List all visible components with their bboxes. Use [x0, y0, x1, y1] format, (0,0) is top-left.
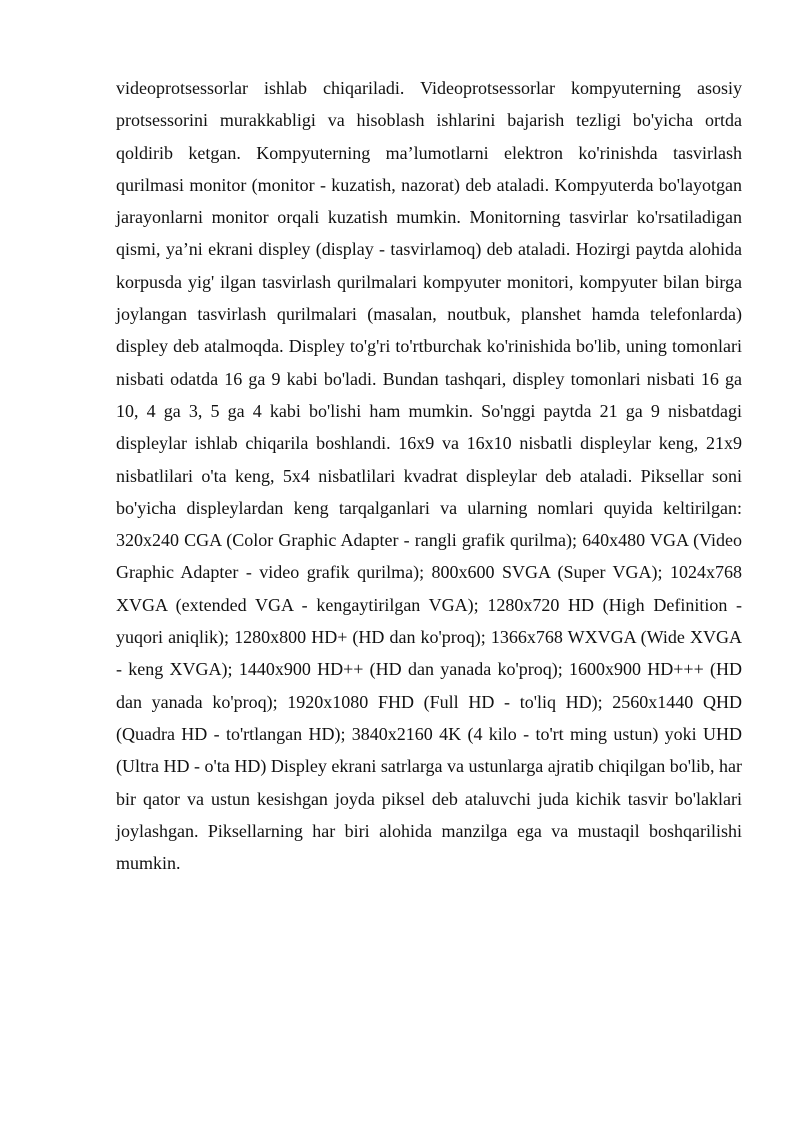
body-paragraph: videoprotsessorlar ishlab chiqariladi. Videoprotsessorlar kompyuterning asosiy protsessorini murakkabligi va hisoblash ishlarini bajarish tezligi bo'yicha ortda qoldirib ketgan. Kompyuterning ma’lumotlarni elektron ko'rinishda tasvirlash qurilmasi monitor (monitor - kuzatish, nazorat) deb ataladi. Kompyuterda bo'layotgan jarayonlarni monitor orqali kuzatish mumkin. Monitorning tasvirlar ko'rsatiladigan qismi, ya’ni ekrani displey (display - tasvirlamoq) deb ataladi. Hozirgi paytda alohida korpusda yig' ilgan tasvirlash qurilmalari kompyuter monitori, kompyuter bilan birga joylangan tasvirlash qurilmalari (masalan, noutbuk, planshet hamda telefonlarda) displey deb atalmoqda. Displey to'g'ri to'rtburchak ko'rinishida bo'lib, uning tomonlari nisbati odatda 16 ga 9 kabi bo'ladi. Bundan tashqari, displey tomonlari nisbati 16 ga 10, 4 ga 3, 5 ga 4 kabi bo'lishi ham mumkin. So'nggi paytda 21 ga 9 nisbatdagi displeylar ishlab chiqarila boshlandi. 16x9 va 16x10 nisbatli displeylar keng, 21x9 nisbatlilari o'ta keng, 5x4 nisbatlilari kvadrat displeylar deb ataladi. Piksellar soni bo'yicha displeylardan keng tarqalganlari va ularning nomlari quyida keltirilgan: 320x240 CGA (Color Graphic Adapter - rangli grafik qurilma); 640x480 VGA (Video Graphic Adapter - video grafik qurilma); 800x600 SVGA (Super VGA); 1024x768 XVGA (extended VGA - kengaytirilgan VGA); 1280x720 HD (High Definition - yuqori aniqlik); 1280x800 HD+ (HD dan ko'proq); 1366x768 WXVGA (Wide XVGA - keng XVGA); 1440x900 HD++ (HD dan yanada ko'proq); 1600x900 HD+++ (HD dan yanada ko'proq); 1920x1080 FHD (Full HD - to'liq HD); 2560x1440 QHD (Quadra HD - to'rtlangan HD); 3840x2160 4K (4 kilo - to'rt ming ustun) yoki UHD (Ultra HD - o'ta HD) Displey ekrani satrlarga va ustunlarga ajratib chiqilgan bo'lib, har bir qator va ustun kesishgan joyda piksel deb ataluvchi juda kichik tasvir bo'laklari joylashgan. Piksellarning har biri alohida manzilga ega va mustaqil boshqarilishi mumkin. — [116, 78, 742, 874]
